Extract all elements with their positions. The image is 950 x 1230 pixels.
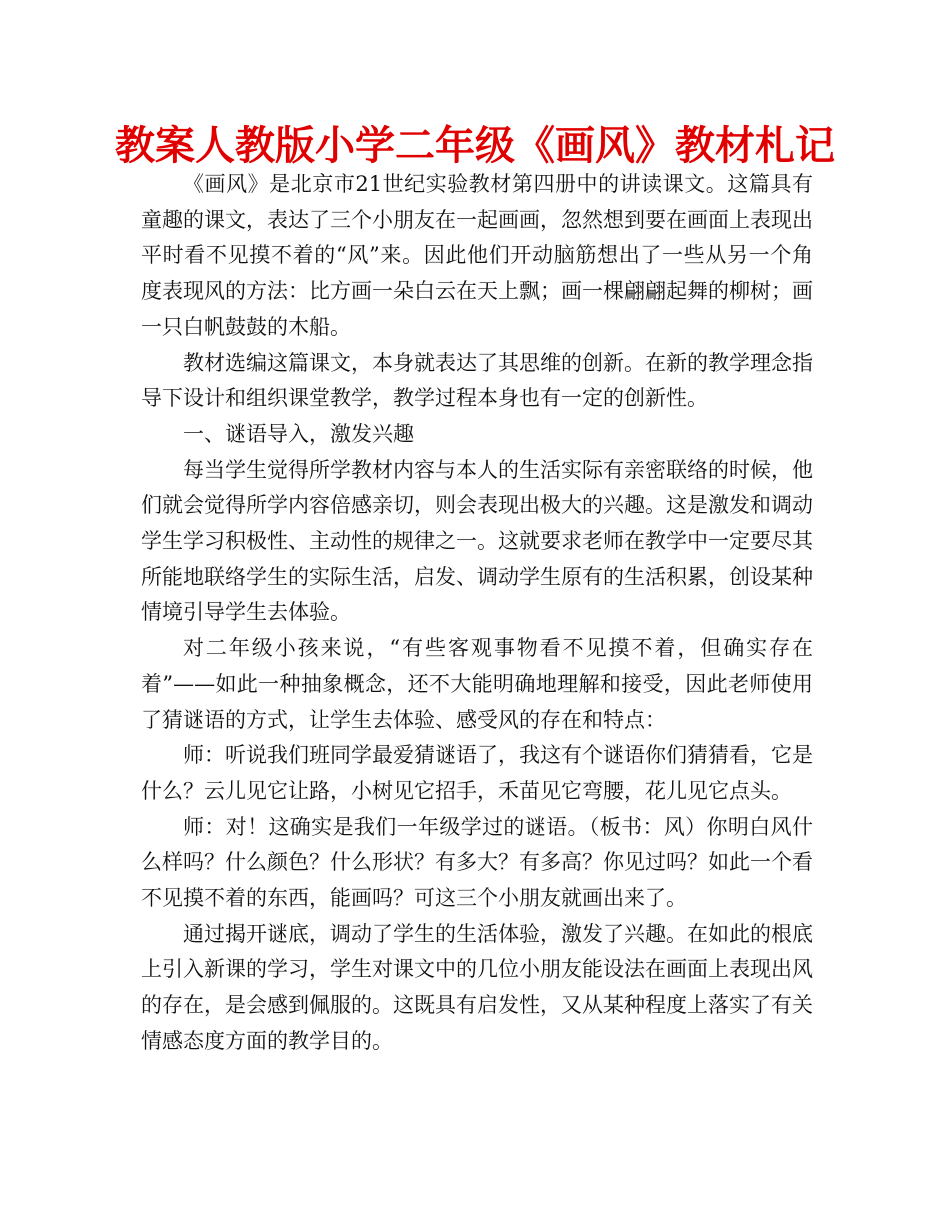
paragraph-teacher-wind: 师：对！这确实是我们一年级学过的谜语。（板书：风）你明白风什么样吗？什么颜色？什么形状？有多大？有多高？你见过吗？如此一个看不见摸不着的东西，能画吗？可这三个小朋友就画出来了。 <box>141 814 813 911</box>
document-title: 教案人教版小学二年级《画风》教材札记 <box>115 123 835 169</box>
section-heading-riddle: 一、谜语导入，激发兴趣 <box>183 421 414 446</box>
paragraph-abstract-concept: 对二年级小孩来说，“有些客观事物看不见摸不着，但确实存在着”——如此一种抽象概念，还不大能明确地理解和接受，因此老师使用了猜谜语的方式，让学生去体验、感受风的存在和特点： <box>141 636 813 732</box>
paragraph-teacher-riddle: 师：听说我们班同学最爱猜谜语了，我这有个谜语你们猜猜看，它是什么？云儿见它让路，小树见它招手，禾苗见它弯腰，花儿见它点头。 <box>141 743 813 803</box>
paragraph-innovation: 教材选编这篇课文，本身就表达了其思维的创新。在新的教学理念指导下设计和组织课堂教学，教学过程本身也有一定的创新性。 <box>141 350 813 411</box>
paragraph-intro: 《画风》是北京市21世纪实验教材第四册中的讲读课文。这篇具有童趣的课文，表达了三个小朋友在一起画画，忽然想到要在画面上表现出平时看不见摸不着的“风”来。因此他们开动脑筋想出了一些从另一个角度表现风的方法：比方画一朵白云在天上飘；画一棵翩翩起舞的柳树；画一只白帆鼓鼓的木船。 <box>141 172 813 339</box>
paragraph-conclusion: 通过揭开谜底，调动了学生的生活体验，激发了兴趣。在如此的根底上引入新课的学习，学生对课文中的几位小朋友能设法在画面上表现出风的存在，是会感到佩服的。这既具有启发性，又从某种程度上落实了有关情感态度方面的教学目的。 <box>141 921 813 1053</box>
document-body <box>141 167 813 1060</box>
paragraph-interest: 每当学生觉得所学教材内容与本人的生活实际有亲密联络的时候，他们就会觉得所学内容倍感亲切，则会表现出极大的兴趣。这是激发和调动学生学习积极性、主动性的规律之一。这就要求老师在教学中一定要尽其所能地联络学生的实际生活，启发、调动学生原有的生活积累，创设某种情境引导学生去体验。 <box>141 457 813 625</box>
